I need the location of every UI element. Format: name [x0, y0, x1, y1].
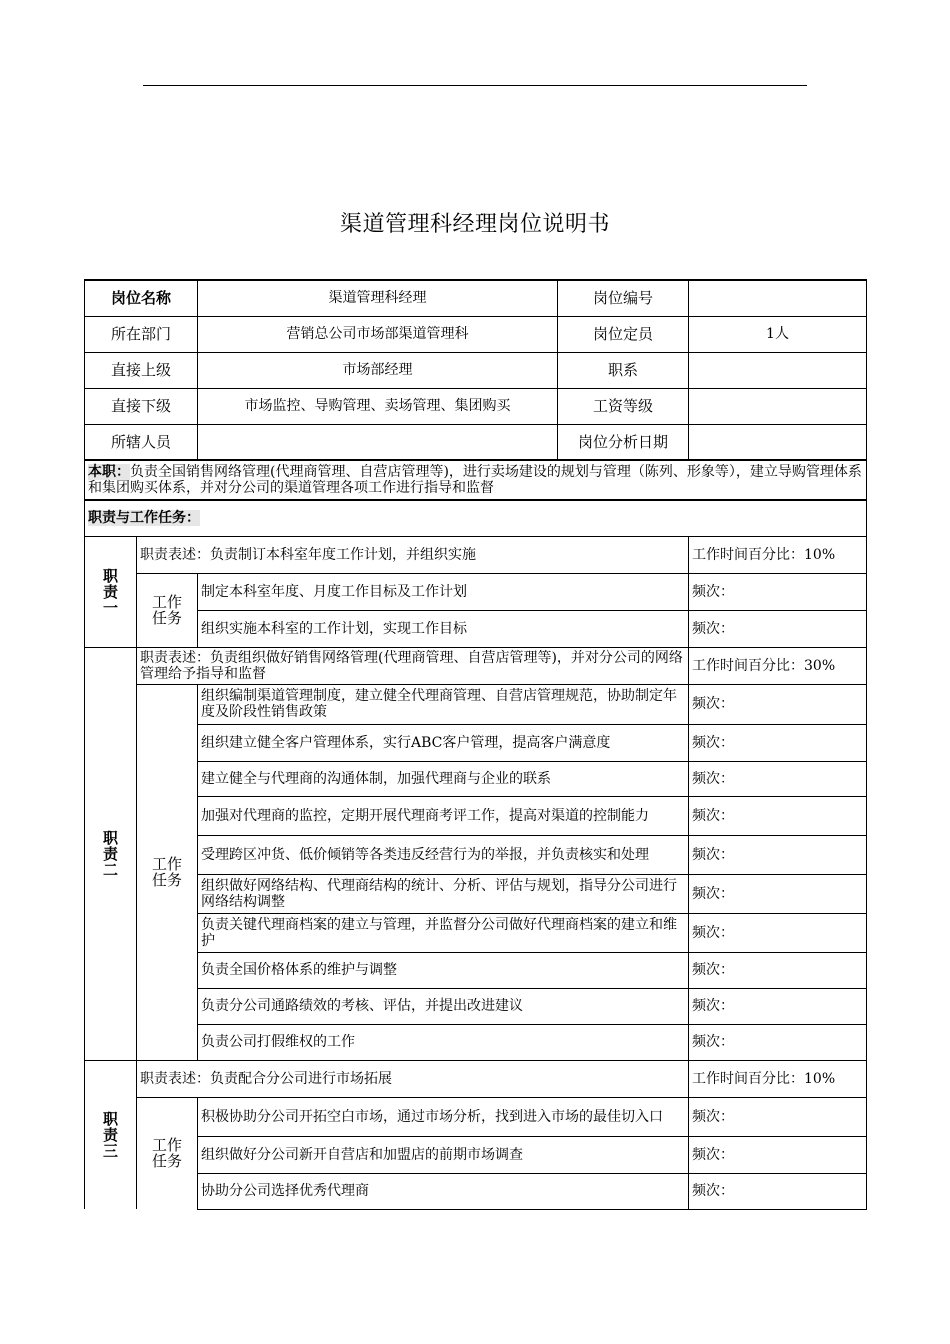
duties-header-label: 职责与工作任务：	[88, 510, 200, 527]
staff-label: 所辖人员	[85, 424, 198, 460]
duty-2-task-9: 负责分公司通路绩效的考核、评估，并提出改进建议	[198, 988, 689, 1024]
duty-1-name: 职 责 一	[85, 536, 137, 647]
duties-header	[85, 500, 867, 536]
pos-no-value	[689, 280, 867, 316]
duty-3-statement: 职责表述：负责配合分公司进行市场拓展	[137, 1060, 689, 1097]
job-description-table	[84, 279, 867, 1210]
duty-1-task-1: 制定本科室年度、月度工作目标及工作计划	[198, 573, 689, 610]
duty-2-task-10-frequency: 频次：	[689, 1024, 867, 1060]
duty-2-task-7-frequency: 频次：	[689, 913, 867, 952]
duty-2-task-9-frequency: 频次：	[689, 988, 867, 1024]
series-label: 职系	[558, 352, 689, 388]
dept-value: 营销总公司市场部渠道管理科	[198, 316, 558, 352]
duty-3-task-3-frequency: 频次：	[689, 1173, 867, 1209]
analysis-date-label: 岗位分析日期	[558, 424, 689, 460]
duty-2-task-7: 负责关键代理商档案的建立与管理，并监督分公司做好代理商档案的建立和维护	[198, 913, 689, 952]
duty-3-time-percent: 工作时间百分比：10%	[689, 1060, 867, 1097]
duty-2-task-3: 建立健全与代理商的沟通体制，加强代理商与企业的联系	[198, 761, 689, 796]
quota-value: 1人	[689, 316, 867, 352]
pos-name-value: 渠道管理科经理	[198, 280, 558, 316]
duty-3-task-2: 组织做好分公司新开自营店和加盟店的前期市场调查	[198, 1136, 689, 1173]
duty-3-task-1: 积极协助分公司开拓空白市场，通过市场分析，找到进入市场的最佳切入口	[198, 1097, 689, 1136]
role-label: 本职：	[88, 464, 130, 480]
dept-label: 所在部门	[85, 316, 198, 352]
duty-2-task-8: 负责全国价格体系的维护与调整	[198, 952, 689, 988]
duty-3-task-2-frequency: 频次：	[689, 1136, 867, 1173]
superior-value: 市场部经理	[198, 352, 558, 388]
duty-3-task-3: 协助分公司选择优秀代理商	[198, 1173, 689, 1209]
duty-3-name: 职 责 三	[85, 1060, 137, 1209]
duty-2-task-group-label: 工作 任务	[137, 684, 198, 1060]
duty-2-task-4-frequency: 频次：	[689, 796, 867, 835]
duty-2-task-1-frequency: 频次：	[689, 684, 867, 724]
duty-2-task-5: 受理跨区冲货、低价倾销等各类违反经营行为的举报，并负责核实和处理	[198, 835, 689, 874]
series-value	[689, 352, 867, 388]
role-summary	[85, 460, 867, 500]
duty-2-task-6: 组织做好网络结构、代理商结构的统计、分析、评估与规划，指导分公司进行网络结构调整	[198, 874, 689, 913]
staff-value	[198, 424, 558, 460]
analysis-date-value	[689, 424, 867, 460]
duty-1-task-1-frequency: 频次：	[689, 573, 867, 610]
duty-1-task-2: 组织实施本科室的工作计划，实现工作目标	[198, 610, 689, 647]
duty-1-statement: 职责表述：负责制订本科室年度工作计划，并组织实施	[137, 536, 689, 573]
subordinate-label: 直接下级	[85, 388, 198, 424]
duty-2-time-percent: 工作时间百分比：30%	[689, 647, 867, 684]
pos-name-label: 岗位名称	[85, 280, 198, 316]
duty-1-task-2-frequency: 频次：	[689, 610, 867, 647]
superior-label: 直接上级	[85, 352, 198, 388]
duty-2-task-1: 组织编制渠道管理制度，建立健全代理商管理、自营店管理规范，协助制定年度及阶段性销售政策	[198, 684, 689, 724]
duty-2-task-2: 组织建立健全客户管理体系，实行ABC客户管理，提高客户满意度	[198, 724, 689, 761]
duty-2-task-10: 负责公司打假维权的工作	[198, 1024, 689, 1060]
duty-3-task-1-frequency: 频次：	[689, 1097, 867, 1136]
duty-1-task-group-label: 工作 任务	[137, 573, 198, 647]
duty-2-task-3-frequency: 频次：	[689, 761, 867, 796]
pos-no-label: 岗位编号	[558, 280, 689, 316]
duty-1-time-percent: 工作时间百分比：10%	[689, 536, 867, 573]
duty-2-task-5-frequency: 频次：	[689, 835, 867, 874]
quota-label: 岗位定员	[558, 316, 689, 352]
duty-2-task-2-frequency: 频次：	[689, 724, 867, 761]
page-title: 渠道管理科经理岗位说明书	[339, 212, 610, 237]
duty-2-name: 职 责 二	[85, 647, 137, 1060]
grade-value	[689, 388, 867, 424]
duty-2-statement: 职责表述：负责组织做好销售网络管理(代理商管理、自营店管理等)，并对分公司的网络管理给予指导和监督	[137, 647, 689, 684]
duty-2-task-8-frequency: 频次：	[689, 952, 867, 988]
header-rule	[143, 85, 807, 86]
subordinate-value: 市场监控、导购管理、卖场管理、集团购买	[198, 388, 558, 424]
grade-label: 工资等级	[558, 388, 689, 424]
duty-2-task-4: 加强对代理商的监控，定期开展代理商考评工作，提高对渠道的控制能力	[198, 796, 689, 835]
duty-2-task-6-frequency: 频次：	[689, 874, 867, 913]
duty-3-task-group-label: 工作 任务	[137, 1097, 198, 1209]
role-text: 负责全国销售网络管理(代理商管理、自营店管理等)，进行卖场建设的规划与管理（陈列、形象等），建立导购管理体系和集团购买体系，并对分公司的渠道管理各项工作进行指导和监督	[88, 464, 862, 496]
